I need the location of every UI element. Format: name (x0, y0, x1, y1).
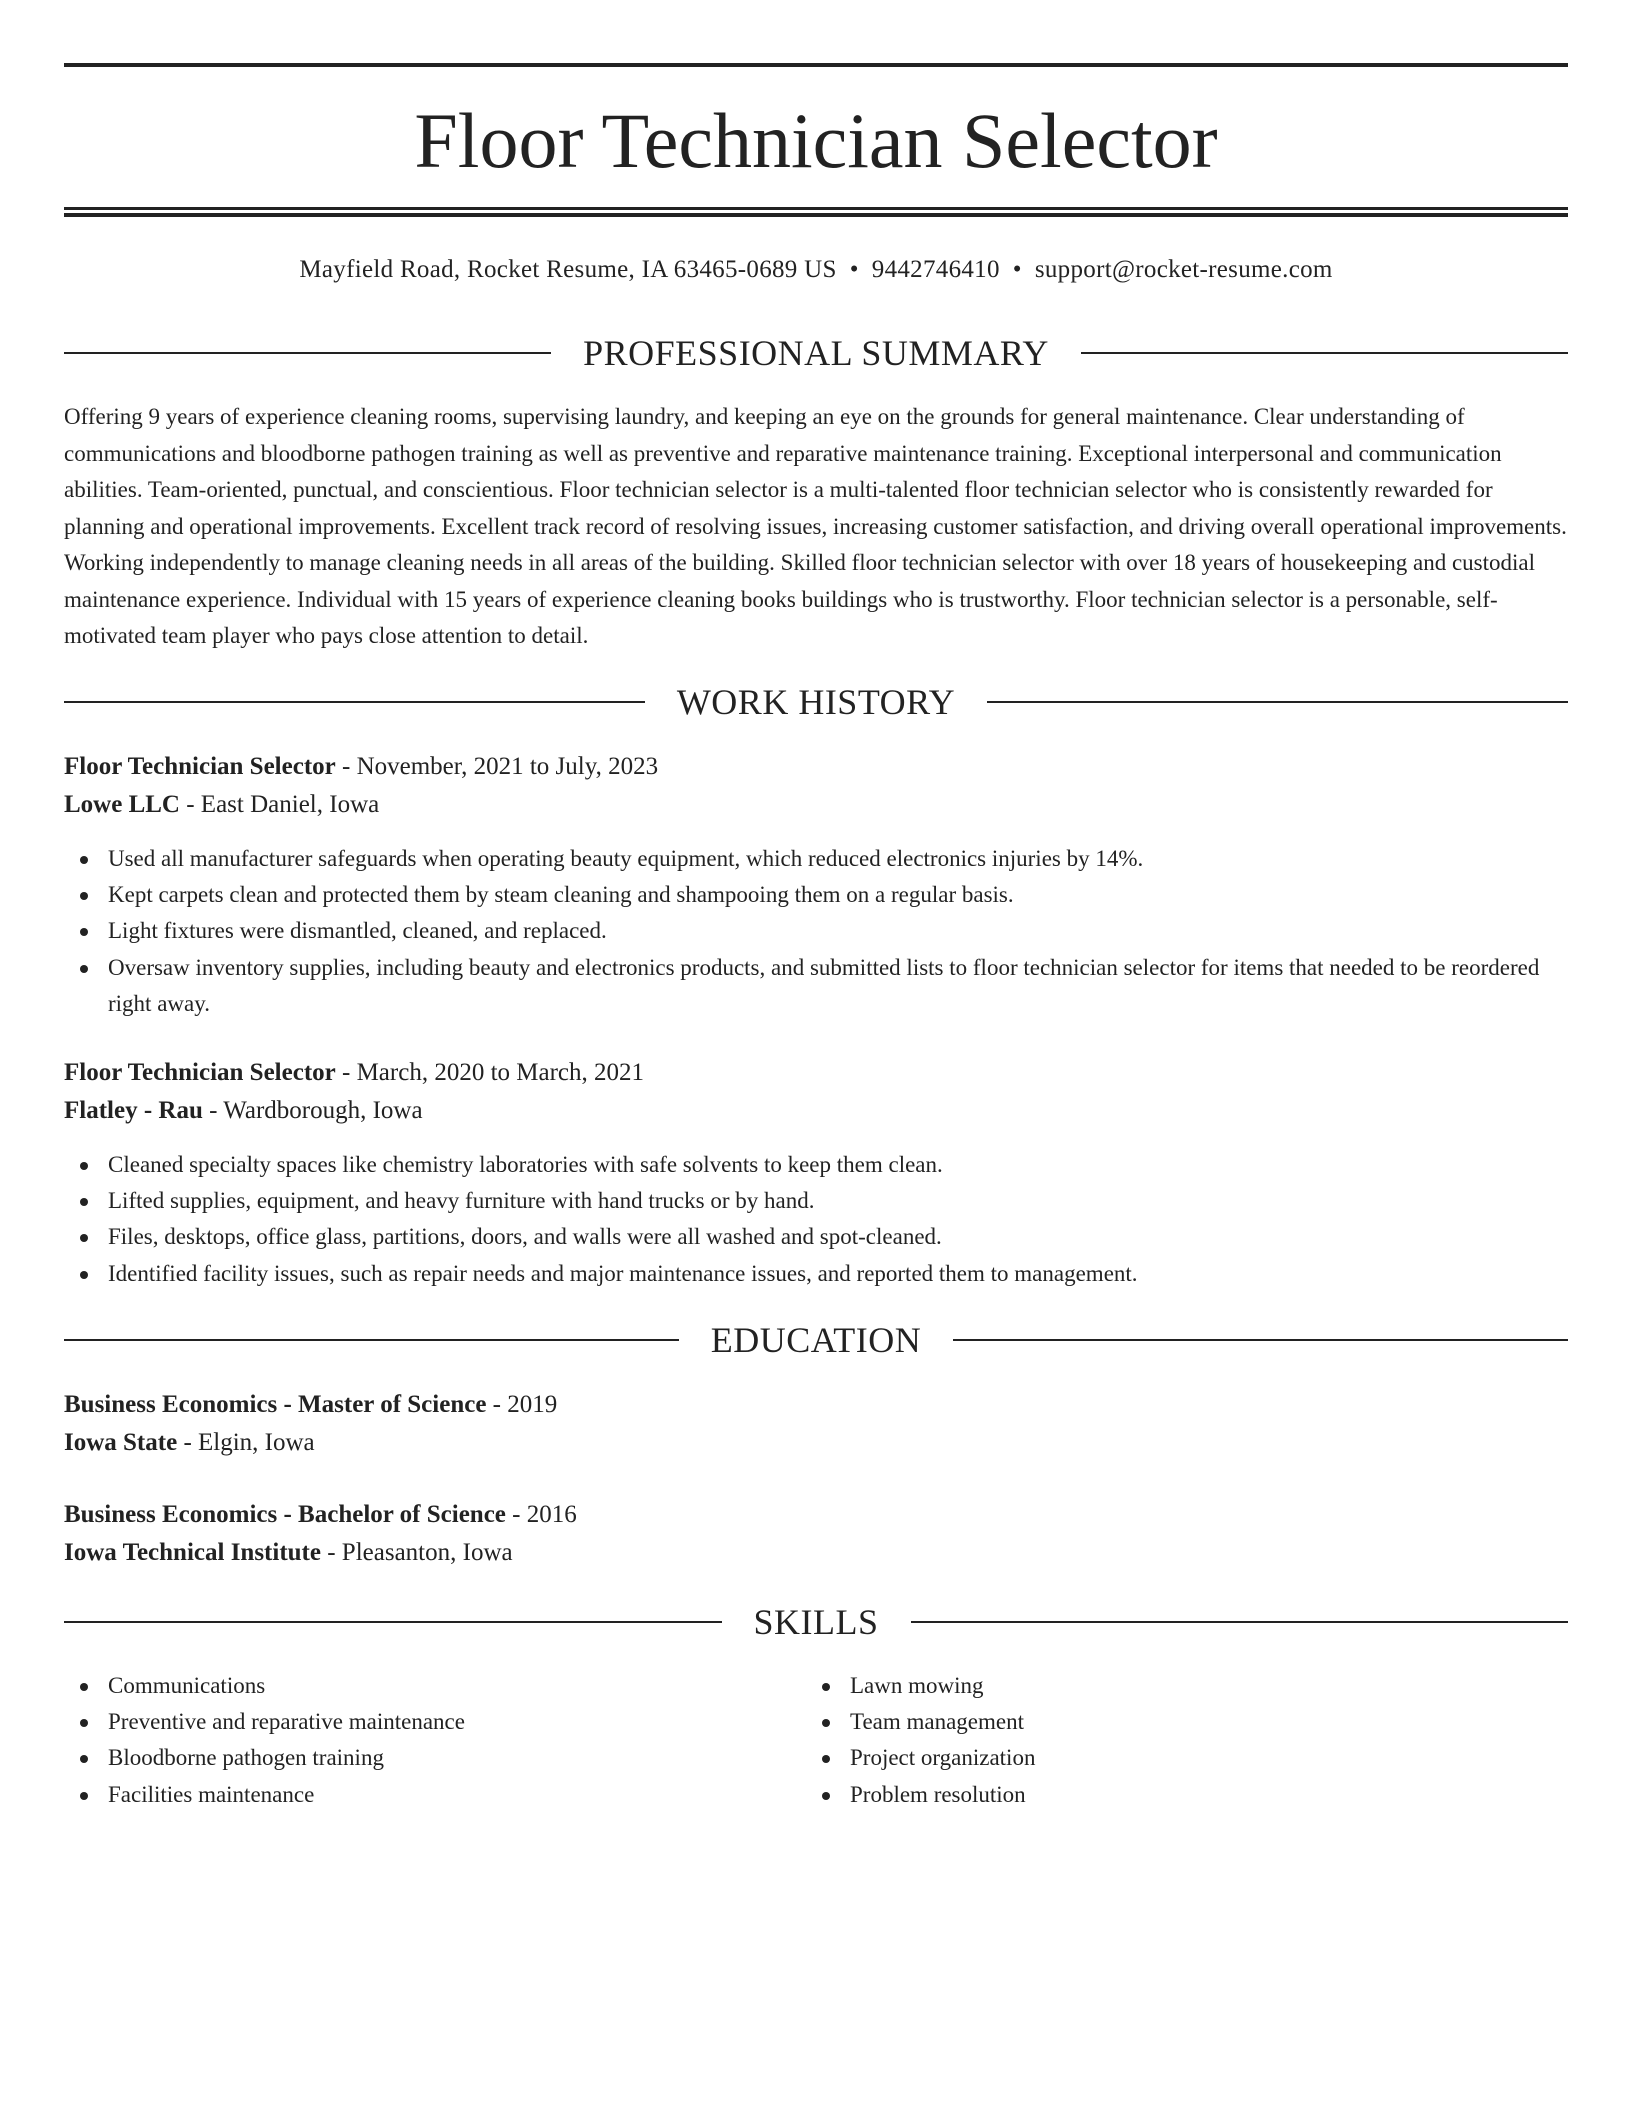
job-company-line (64, 786, 1568, 824)
job-dates: - March, 2020 to March, 2021 (335, 1059, 645, 1086)
section-heading-work-history (64, 680, 1568, 724)
section-rule (64, 701, 645, 703)
degree-name: Business Economics - Master of Science (64, 1391, 487, 1418)
job-entry (64, 748, 1568, 824)
job-location: - Wardborough, Iowa (202, 1097, 423, 1124)
section-rule (64, 352, 551, 354)
list-item: Cleaned specialty spaces like chemistry laboratories with safe solvents to keep them clean. (64, 1147, 1568, 1183)
job-title-line (64, 1054, 1568, 1092)
header-double-divider (64, 207, 1568, 217)
list-item: Files, desktops, office glass, partitions, doors, and walls were all washed and spot-cleaned. (64, 1219, 1568, 1255)
education-entry (64, 1496, 1568, 1572)
list-item: Oversaw inventory supplies, including beauty and electronics products, and submitted lists to floor technician selector for items that needed to be reordered right away. (64, 950, 1568, 1022)
section-rule (987, 701, 1568, 703)
school-line (64, 1424, 1568, 1462)
school-name: Iowa Technical Institute (64, 1539, 321, 1566)
section-heading-summary (64, 331, 1568, 375)
skill-item: Project organization (806, 1740, 1546, 1776)
job-location: - East Daniel, Iowa (179, 791, 380, 818)
job-entry (64, 1054, 1568, 1130)
job-title-line (64, 748, 1568, 786)
job-company: Flatley - Rau (64, 1097, 203, 1124)
degree-year: - 2019 (486, 1391, 558, 1418)
skills-list-left (64, 1668, 804, 1813)
degree-name: Business Economics - Bachelor of Science (64, 1501, 506, 1528)
top-divider (64, 63, 1568, 67)
skill-item: Team management (806, 1704, 1546, 1740)
section-title: EDUCATION (710, 1320, 922, 1360)
section-rule (911, 1621, 1569, 1623)
job-duties-list (64, 841, 1568, 1022)
job-dates: - November, 2021 to July, 2023 (335, 753, 659, 780)
skill-item: Preventive and reparative maintenance (64, 1704, 804, 1740)
skills-list-right (806, 1668, 1546, 1813)
section-heading-skills (64, 1600, 1568, 1644)
skill-item: Lawn mowing (806, 1668, 1546, 1704)
job-company-line (64, 1092, 1568, 1130)
contact-phone: 9442746410 (871, 256, 1000, 283)
section-title: PROFESSIONAL SUMMARY (583, 333, 1049, 373)
section-rule (64, 1339, 679, 1341)
section-rule (1081, 352, 1568, 354)
degree-year: - 2016 (505, 1501, 577, 1528)
school-location: - Elgin, Iowa (177, 1429, 315, 1456)
professional-summary-text: Offering 9 years of experience cleaning rooms, supervising laundry, and keeping an eye on the grounds for general maintenance. Clear understanding of communications and bloodborne pathogen training as well as preventive and reparative maintenance training. Exceptional interpersonal and communication abilities. Team-oriented, punctual, and conscientious. Floor technician selector is a multi-talented floor technician selector who is consistently rewarded for planning and operational improvements. Excellent track record of resolving issues, increasing customer satisfaction, and driving overall operational improvements. Working independently to manage cleaning needs in all areas of the building. Skilled floor technician selector with over 18 years of housekeeping and custodial maintenance experience. Individual with 15 years of experience cleaning books buildings who is trustworthy. Floor technician selector is a personable, self-motivated team player who pays close attention to detail. (64, 404, 1567, 648)
contact-address: Mayfield Road, Rocket Resume, IA 63465-0689 US (299, 256, 837, 283)
contact-line (64, 252, 1568, 288)
skill-item: Bloodborne pathogen training (64, 1740, 804, 1776)
job-title: Floor Technician Selector (64, 753, 336, 780)
degree-line (64, 1496, 1568, 1534)
skill-item: Problem resolution (806, 1777, 1546, 1813)
section-rule (64, 1621, 722, 1623)
section-rule (953, 1339, 1568, 1341)
school-location: - Pleasanton, Iowa (320, 1539, 513, 1566)
contact-email: support@rocket-resume.com (1034, 256, 1333, 283)
list-item: Kept carpets clean and protected them by steam cleaning and shampooing them on a regular basis. (64, 877, 1568, 913)
section-title: SKILLS (753, 1602, 879, 1642)
contact-separator: • (849, 256, 859, 283)
job-company: Lowe LLC (64, 791, 180, 818)
school-name: Iowa State (64, 1429, 178, 1456)
list-item: Used all manufacturer safeguards when operating beauty equipment, which reduced electronics injuries by 14%. (64, 841, 1568, 877)
job-title: Floor Technician Selector (64, 1059, 336, 1086)
skill-item: Communications (64, 1668, 804, 1704)
list-item: Light fixtures were dismantled, cleaned, and replaced. (64, 913, 1568, 949)
degree-line (64, 1386, 1568, 1424)
list-item: Identified facility issues, such as repair needs and major maintenance issues, and reported them to management. (64, 1256, 1568, 1292)
skill-item: Facilities maintenance (64, 1777, 804, 1813)
candidate-name: Floor Technician Selector (414, 97, 1218, 184)
contact-separator: • (1012, 256, 1022, 283)
school-line (64, 1534, 1568, 1572)
list-item: Lifted supplies, equipment, and heavy furniture with hand trucks or by hand. (64, 1183, 1568, 1219)
education-entry (64, 1386, 1568, 1462)
section-title: WORK HISTORY (676, 682, 956, 722)
job-duties-list (64, 1147, 1568, 1292)
section-heading-education (64, 1318, 1568, 1362)
